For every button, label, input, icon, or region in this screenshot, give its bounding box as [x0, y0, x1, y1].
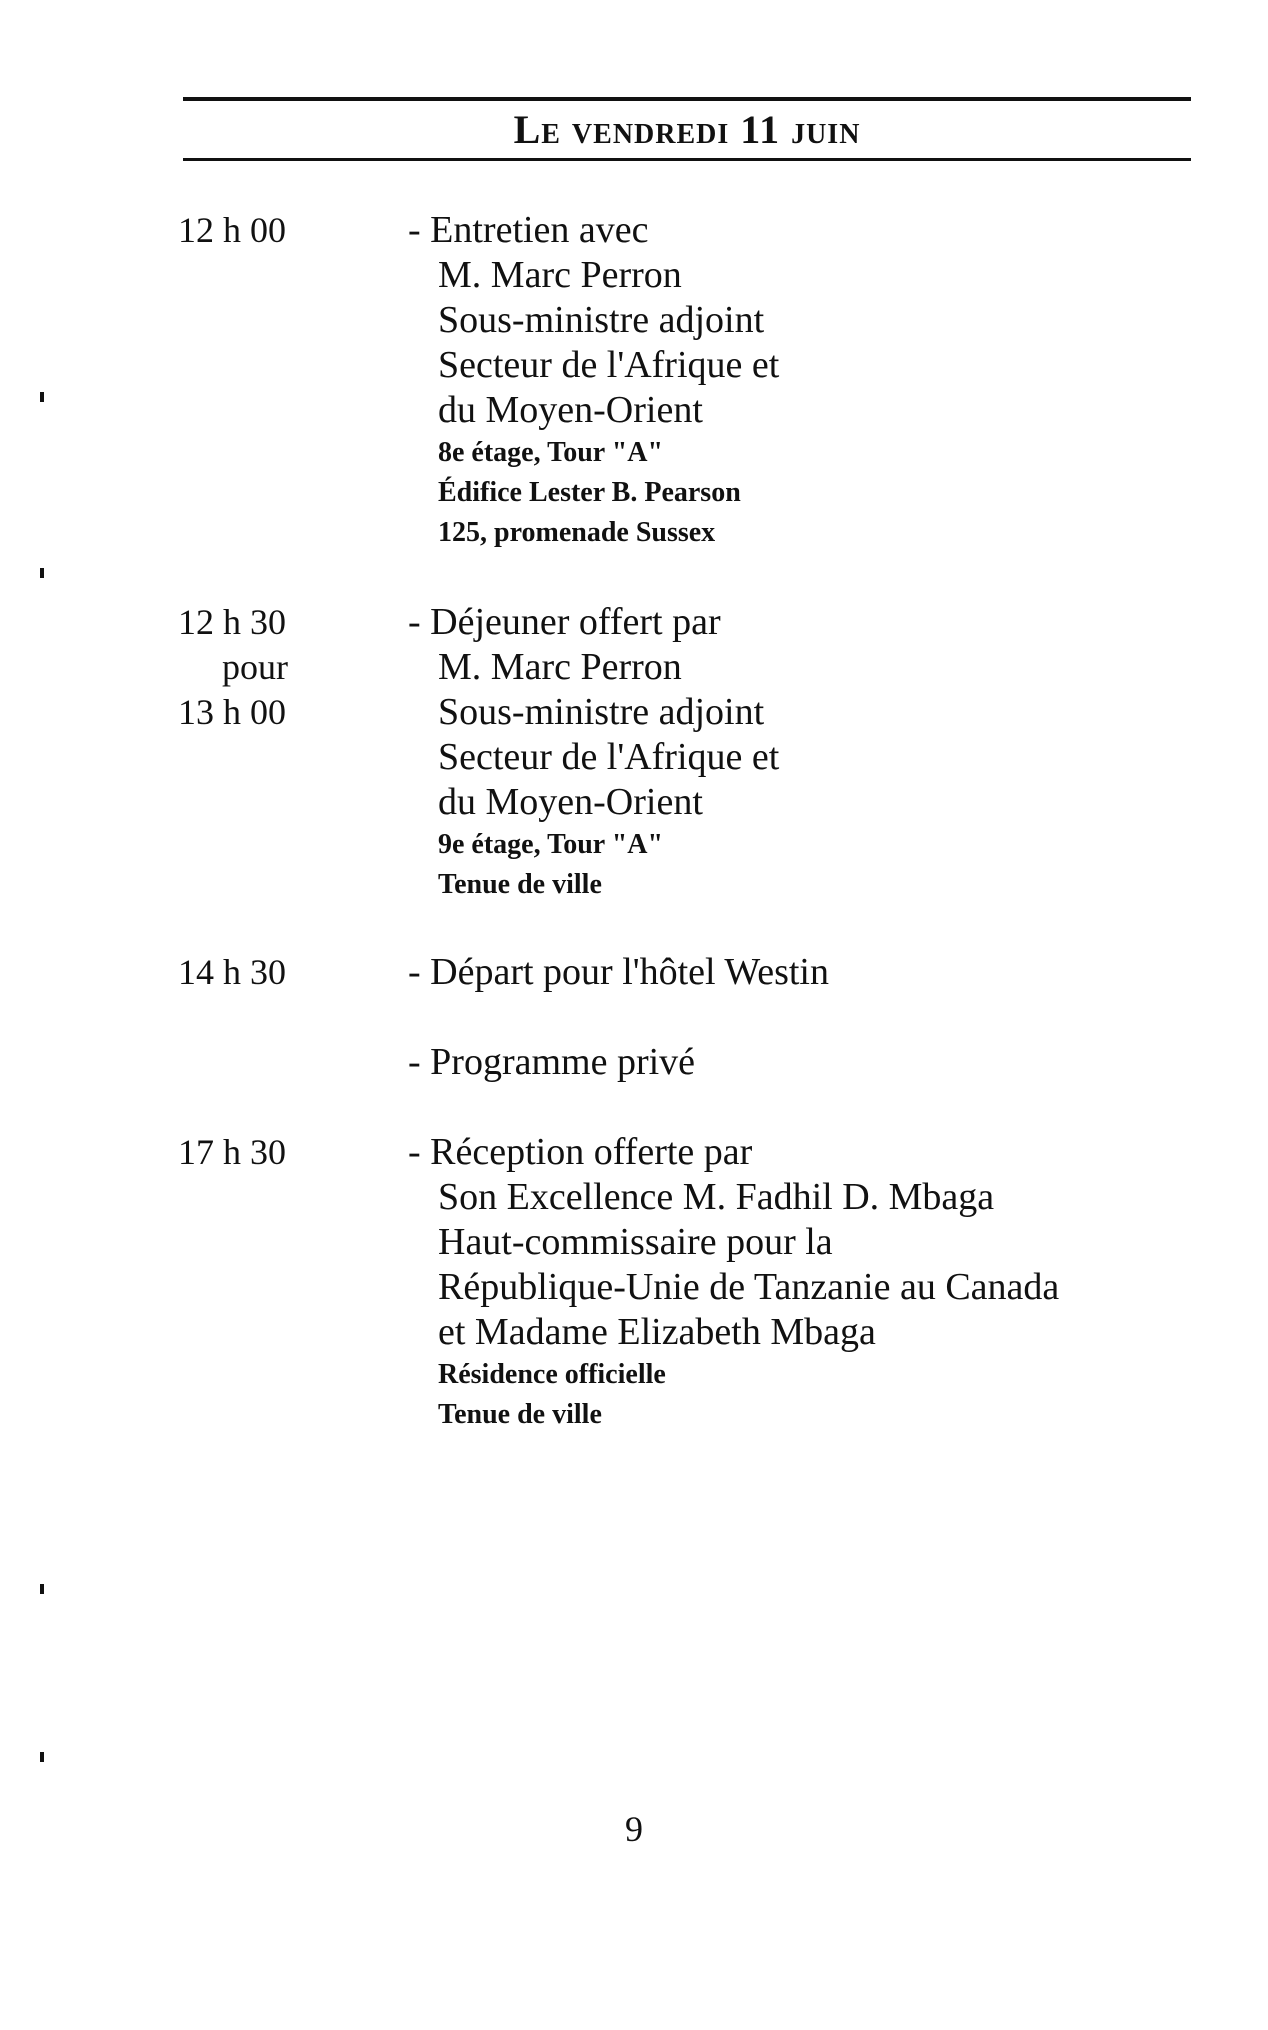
- schedule-entry: [408, 208, 779, 553]
- page-title: Le vendredi 11 juin: [513, 107, 861, 152]
- entry-line: - Programme privé: [408, 1041, 696, 1083]
- entry-line: Haut-commissaire pour la: [438, 1221, 833, 1263]
- entry-line: Son Excellence M. Fadhil D. Mbaga: [438, 1176, 995, 1218]
- scan-mark: [40, 1584, 44, 1594]
- entry-detail: Tenue de ville: [438, 869, 602, 900]
- time-slot: [178, 208, 286, 253]
- time-slot: [178, 950, 286, 995]
- schedule-entry: [408, 950, 829, 995]
- time-label: 13 h 00: [178, 692, 286, 732]
- schedule-entry: [408, 600, 779, 905]
- entry-line: Secteur de l'Afrique et: [438, 344, 780, 386]
- time-slot: [178, 600, 288, 735]
- entry-detail: Tenue de ville: [438, 1399, 602, 1430]
- entry-detail: Édifice Lester B. Pearson: [438, 477, 741, 508]
- entry-line: - Déjeuner offert par: [408, 601, 721, 643]
- header-top-rule: [183, 97, 1191, 101]
- time-slot: [178, 1130, 286, 1175]
- entry-line: M. Marc Perron: [438, 646, 682, 688]
- entry-line: - Réception offerte par: [408, 1131, 753, 1173]
- entry-line: - Départ pour l'hôtel Westin: [408, 951, 829, 993]
- schedule-entry: [408, 1130, 1059, 1435]
- time-label: 12 h 00: [178, 210, 286, 250]
- entry-line: Sous-ministre adjoint: [438, 299, 765, 341]
- entry-line: - Entretien avec: [408, 209, 649, 251]
- entry-line: du Moyen-Orient: [438, 781, 703, 823]
- entry-line: République-Unie de Tanzanie au Canada: [438, 1266, 1060, 1308]
- time-label: 12 h 30: [178, 602, 286, 642]
- entry-line: et Madame Elizabeth Mbaga: [438, 1311, 876, 1353]
- time-label: 14 h 30: [178, 952, 286, 992]
- entry-detail: Résidence officielle: [438, 1359, 666, 1390]
- entry-line: M. Marc Perron: [438, 254, 682, 296]
- schedule-entry: [408, 1040, 695, 1085]
- entry-detail: 125, promenade Sussex: [438, 517, 716, 548]
- entry-line: Secteur de l'Afrique et: [438, 736, 780, 778]
- entry-line: du Moyen-Orient: [438, 389, 703, 431]
- entry-detail: 8e étage, Tour "A": [438, 437, 664, 468]
- scan-mark: [40, 392, 44, 402]
- scan-mark: [40, 1752, 44, 1762]
- time-label: pour: [222, 647, 288, 687]
- scan-mark: [40, 568, 44, 578]
- time-label: 17 h 30: [178, 1132, 286, 1172]
- entry-detail: 9e étage, Tour "A": [438, 829, 664, 860]
- page-number: 9: [625, 1809, 643, 1849]
- header-bottom-rule: [183, 158, 1191, 161]
- entry-line: Sous-ministre adjoint: [438, 691, 765, 733]
